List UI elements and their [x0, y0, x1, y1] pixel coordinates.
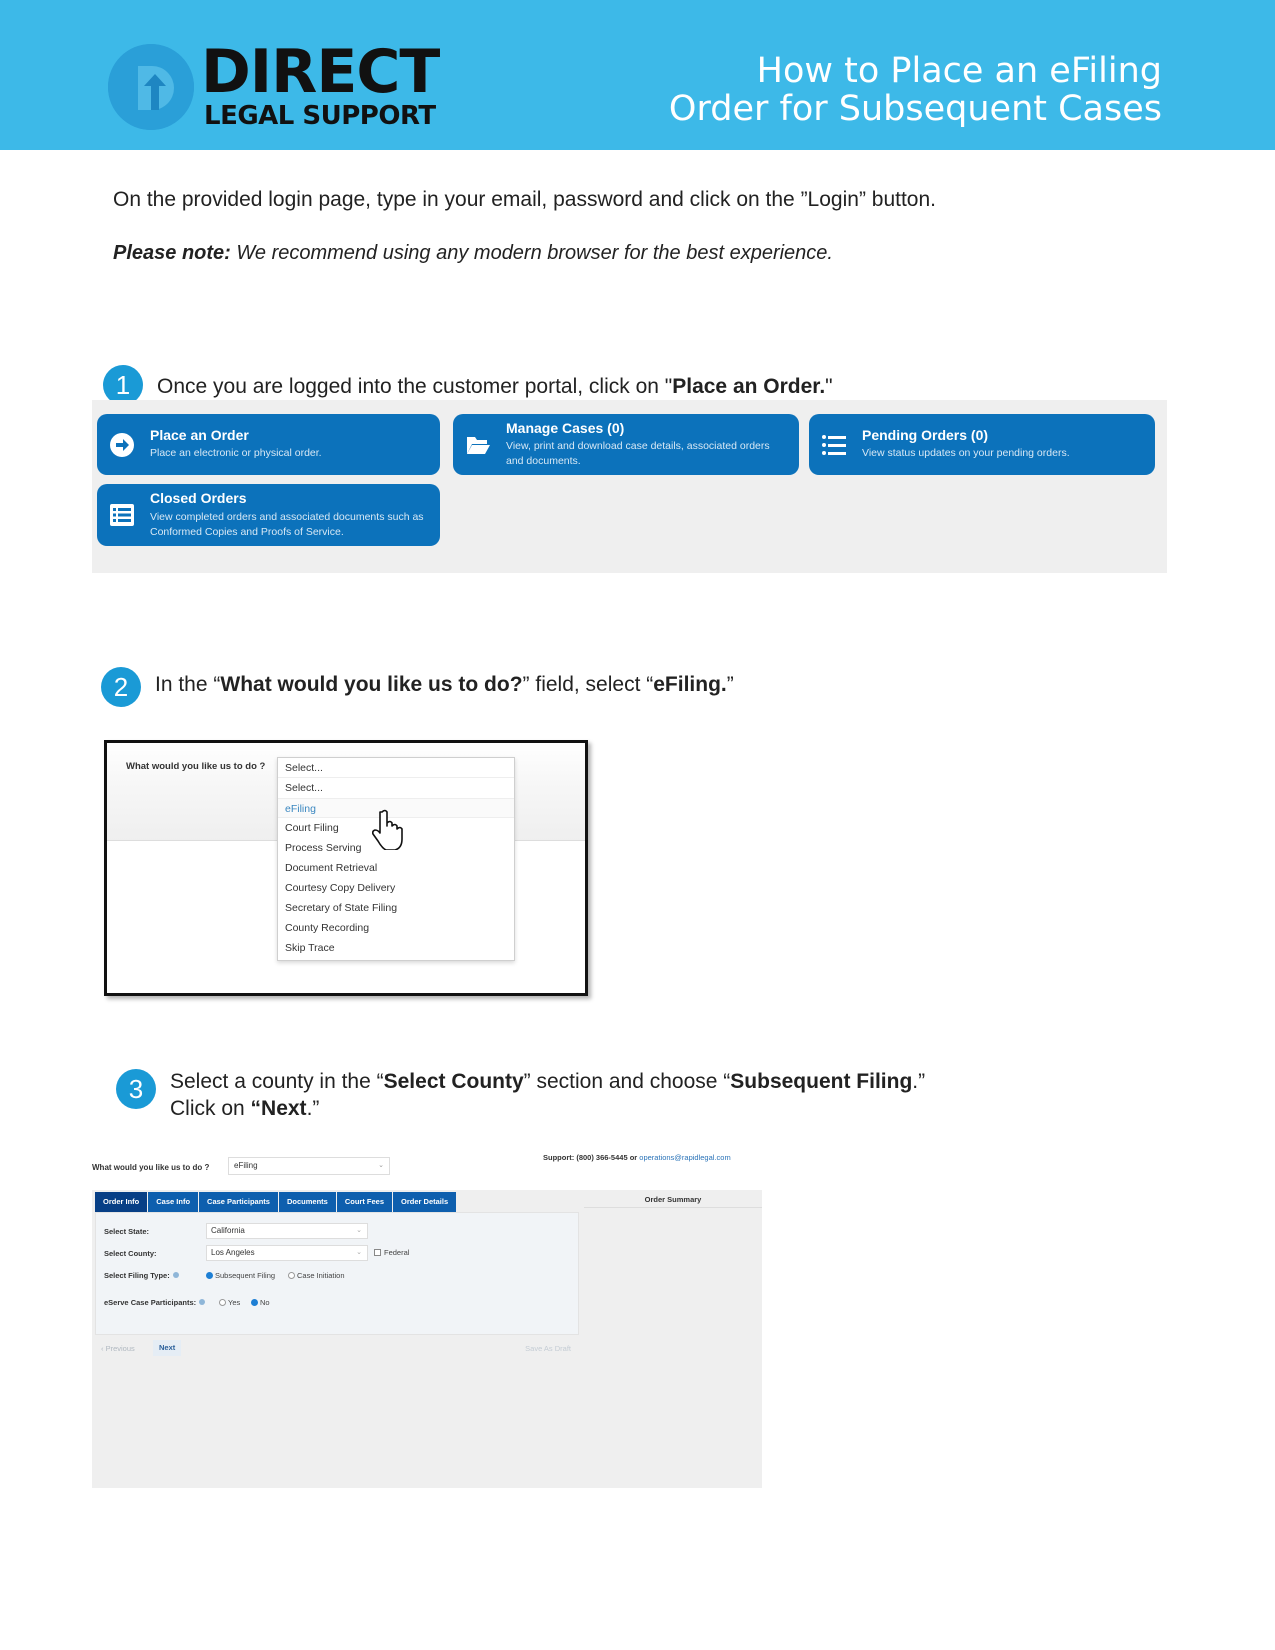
- previous-button[interactable]: ‹ Previous: [101, 1344, 135, 1353]
- form-footer: [95, 1340, 579, 1362]
- dropdown-option-efiling[interactable]: eFiling: [278, 798, 514, 818]
- note-label: Please note:: [113, 242, 231, 264]
- step-text-part: Once you are logged into the customer portal, click on ": [157, 375, 673, 398]
- closed-orders-card[interactable]: [97, 484, 440, 546]
- dropdown-option[interactable]: Secretary of State Filing: [285, 902, 398, 914]
- step-number-badge: 1: [103, 365, 143, 405]
- card-description: Place an electronic or physical order.: [150, 447, 322, 459]
- intro-text: On the provided login page, type in your email, password and click on the ”Login” button.: [113, 188, 936, 211]
- service-select-value: eFiling: [234, 1161, 258, 1170]
- title-line-1: How to Place an eFiling: [756, 51, 1162, 91]
- title-line-2: Order for Subsequent Cases: [668, 89, 1162, 129]
- radio-label: Subsequent Filing: [215, 1271, 276, 1280]
- direct-legal-support-logo: [108, 37, 468, 132]
- support-info: [543, 1153, 731, 1162]
- tab-order-info[interactable]: Order Info: [95, 1192, 147, 1212]
- tab-case-info[interactable]: Case Info: [148, 1192, 198, 1212]
- dropdown-option[interactable]: Process Serving: [285, 842, 362, 854]
- federal-checkbox[interactable]: [374, 1248, 409, 1257]
- service-question-label: What would you like us to do ?: [126, 761, 266, 772]
- service-dropdown[interactable]: [277, 757, 515, 961]
- step-text-part: Click on: [170, 1097, 251, 1120]
- chevron-down-icon: ⌄: [356, 1227, 362, 1234]
- step-3-text: [170, 1068, 925, 1122]
- step-text-bold: Place an Order.: [672, 375, 826, 398]
- radio-unselected-icon: [288, 1272, 295, 1279]
- service-question-label: What would you like us to do ?: [92, 1163, 210, 1172]
- order-tabs: [95, 1192, 457, 1212]
- step-number-badge: 3: [116, 1069, 156, 1109]
- order-form-top-bar: [92, 1150, 762, 1190]
- list-box-icon: [109, 502, 135, 528]
- step-number-badge: 2: [101, 667, 141, 707]
- card-description: View status updates on your pending orders.: [862, 447, 1070, 459]
- dropdown-option[interactable]: Courtesy Copy Delivery: [285, 882, 396, 894]
- step-2: [101, 667, 734, 707]
- manage-cases-card[interactable]: [453, 414, 799, 475]
- dropdown-option[interactable]: Court Filing: [285, 822, 339, 834]
- radio-subsequent-filing[interactable]: [206, 1271, 275, 1280]
- card-title: Closed Orders: [150, 490, 247, 506]
- list-icon: [821, 432, 847, 458]
- radio-label: No: [260, 1298, 270, 1307]
- order-summary-heading: Order Summary: [584, 1192, 762, 1208]
- step-2-text: [155, 671, 734, 698]
- info-icon[interactable]: [199, 1299, 205, 1305]
- step-text-part: Select a county in the “: [170, 1070, 384, 1093]
- chevron-down-icon: ⌄: [378, 1162, 384, 1169]
- order-form-screenshot: [92, 1150, 762, 1488]
- step-text-bold: eFiling.: [653, 673, 727, 696]
- tab-order-details[interactable]: Order Details: [393, 1192, 456, 1212]
- radio-eserve-yes[interactable]: [219, 1298, 240, 1307]
- tab-court-fees[interactable]: Court Fees: [337, 1192, 392, 1212]
- logo-sub-text: LEGAL SUPPORT: [204, 101, 436, 131]
- logo-brand-text: DIRECT: [201, 37, 440, 107]
- step-1: [103, 365, 833, 405]
- card-title: Pending Orders (0): [862, 427, 989, 443]
- dropdown-option[interactable]: Select...: [285, 782, 323, 794]
- card-description: View completed orders and associated documents such as Conformed Copies and Proofs of Service.: [150, 511, 424, 538]
- county-select[interactable]: [206, 1245, 368, 1261]
- browser-note: [113, 242, 833, 265]
- eserve-label-text: eServe Case Participants:: [104, 1298, 197, 1307]
- radio-eserve-no[interactable]: [251, 1298, 270, 1307]
- step-text-part: ”: [726, 673, 734, 696]
- step-text-bold: “Next: [250, 1097, 307, 1120]
- dropdown-current-value[interactable]: Select...: [278, 758, 514, 778]
- step-3: [116, 1069, 925, 1122]
- tab-documents[interactable]: Documents: [279, 1192, 336, 1212]
- card-title: Manage Cases (0): [506, 420, 625, 436]
- support-phone: Support: (800) 366-5445 or: [543, 1153, 640, 1162]
- step-text-bold: Subsequent Filing: [730, 1070, 913, 1093]
- service-select-screenshot: [104, 740, 588, 996]
- info-icon[interactable]: [173, 1272, 179, 1278]
- folder-open-icon: [465, 432, 491, 458]
- card-description: View, print and download case details, associated orders and documents.: [506, 440, 770, 467]
- chevron-down-icon: ⌄: [356, 1249, 362, 1256]
- next-button[interactable]: Next: [153, 1340, 181, 1356]
- arrow-circle-right-icon: [109, 432, 135, 458]
- federal-label: Federal: [384, 1248, 410, 1257]
- step-text-part: .”: [306, 1097, 320, 1120]
- document-header: [0, 0, 1275, 150]
- step-text-part: ": [825, 375, 833, 398]
- radio-selected-icon: [206, 1272, 213, 1279]
- step-text-bold: Select County: [383, 1070, 524, 1093]
- dropdown-option[interactable]: County Recording: [285, 922, 370, 934]
- tab-case-participants[interactable]: Case Participants: [199, 1192, 278, 1212]
- radio-unselected-icon: [219, 1299, 226, 1306]
- county-value: Los Angeles: [211, 1248, 255, 1257]
- filing-type-label: [104, 1271, 179, 1280]
- d-arrow-logo-icon: [108, 44, 194, 130]
- document-title: [669, 52, 1162, 128]
- eserve-label: [104, 1298, 205, 1307]
- card-title: Place an Order: [150, 427, 249, 443]
- radio-case-initiation[interactable]: [288, 1271, 345, 1280]
- order-info-panel: [95, 1212, 579, 1335]
- save-as-draft-button[interactable]: Save As Draft: [525, 1344, 571, 1353]
- dropdown-option[interactable]: Document Retrieval: [285, 862, 378, 874]
- step-text-part: ” section and choose “: [523, 1070, 731, 1093]
- checkbox-icon: [374, 1249, 381, 1256]
- step-text-part: .”: [912, 1070, 926, 1093]
- radio-label: Yes: [228, 1298, 241, 1307]
- note-text: We recommend using any modern browser for the best experience.: [230, 242, 833, 264]
- radio-selected-icon: [251, 1299, 258, 1306]
- state-select[interactable]: [206, 1223, 368, 1239]
- state-value: California: [211, 1226, 245, 1235]
- filing-type-label-text: Select Filing Type:: [104, 1271, 170, 1280]
- service-select[interactable]: [228, 1157, 390, 1175]
- customer-portal-screenshot: [92, 400, 1167, 573]
- step-text-part: In the “: [155, 673, 221, 696]
- step-text-part: ” field, select “: [522, 673, 654, 696]
- pending-orders-card[interactable]: [809, 414, 1155, 475]
- county-label: Select County:: [104, 1249, 157, 1258]
- step-1-text: [157, 373, 833, 400]
- place-order-card[interactable]: [97, 414, 440, 475]
- state-label: Select State:: [104, 1227, 150, 1236]
- hand-pointer-cursor-icon: [372, 808, 408, 850]
- radio-label: Case Initiation: [297, 1271, 345, 1280]
- support-email-link[interactable]: operations@rapidlegal.com: [639, 1153, 731, 1162]
- step-text-bold: What would you like us to do?: [220, 673, 523, 696]
- dropdown-option[interactable]: Skip Trace: [285, 942, 335, 954]
